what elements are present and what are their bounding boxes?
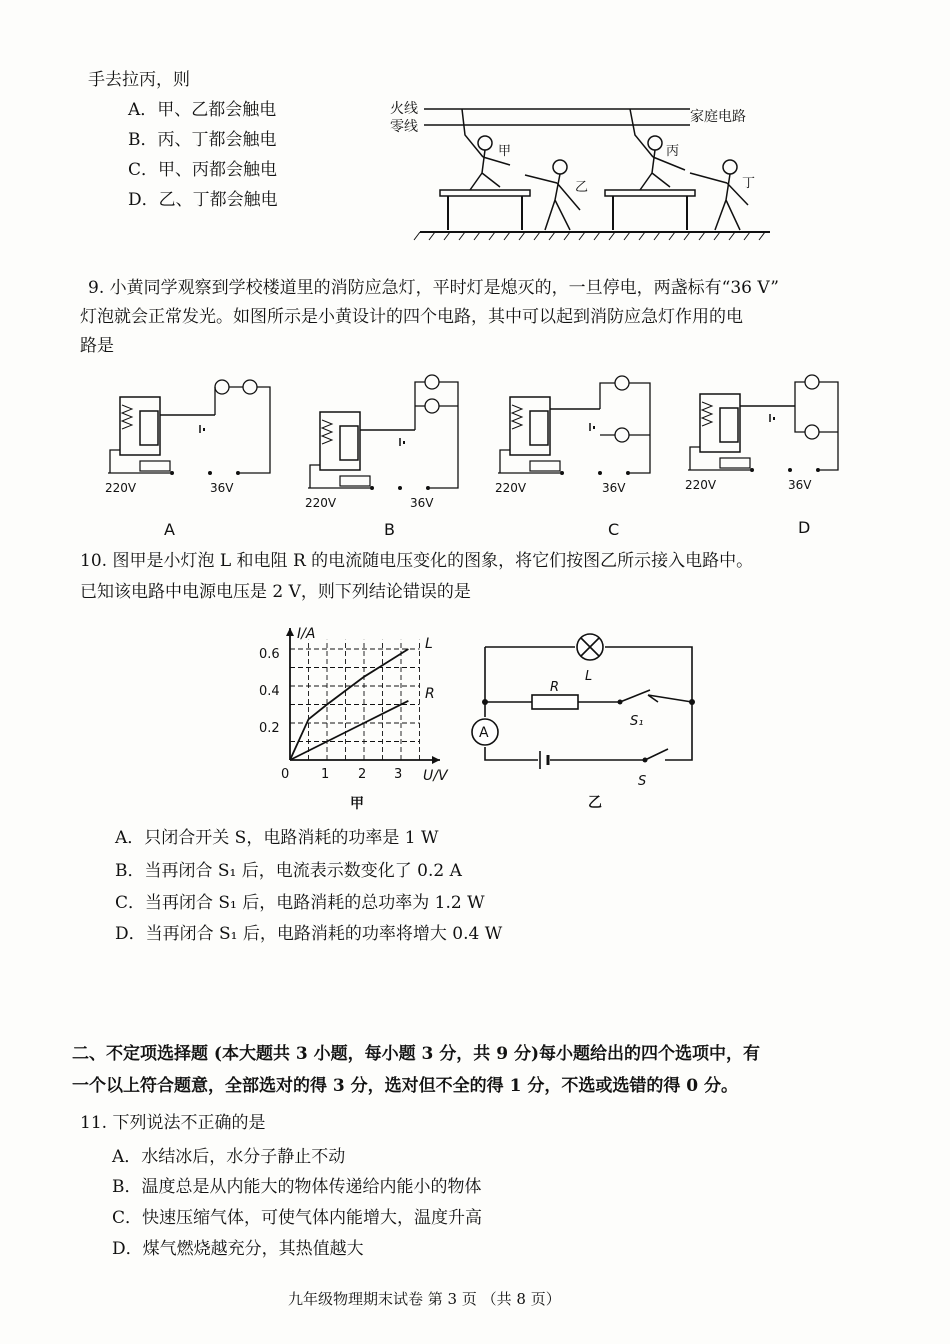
lamp-label: L (585, 669, 593, 684)
q10-option-c: C．当再闭合 S₁ 后，电路消耗的总功率为 1.2 W (115, 893, 485, 913)
q9-circuit-b (300, 370, 480, 510)
y-tick-06: 0.6 (259, 647, 280, 662)
ammeter-label: A (479, 725, 489, 741)
x-tick-2: 2 (358, 767, 367, 782)
q8-option-d: D．乙、丁都会触电 (128, 190, 278, 210)
person-ding-label: 丁 (742, 176, 756, 191)
person-bing-label: 丙 (666, 144, 680, 159)
page-footer: 九年级物理期末试卷 第 3 页 （共 8 页） (288, 1290, 561, 1308)
q8-option-c: C．甲、丙都会触电 (128, 160, 278, 180)
q10-line1: 10. 图甲是小灯泡 L 和电阻 R 的电流随电压变化的图象，将它们按图乙所示接入电路中。 (80, 551, 754, 571)
x-tick-3: 3 (394, 767, 403, 782)
q9d-v1: 220V (685, 478, 717, 492)
q9-line3: 路是 (80, 336, 114, 356)
q11-option-c: C．快速压缩气体，可使气体内能增大，温度升高 (112, 1208, 483, 1228)
q9-circuit-c (490, 375, 670, 495)
circuit-caption: 乙 (588, 795, 602, 811)
q10-iu-graph (255, 620, 455, 810)
resistor-icon (532, 695, 578, 709)
x-tick-1: 1 (321, 767, 330, 782)
q11-option-a: A．水结冰后，水分子静止不动 (112, 1147, 346, 1167)
q11-stem: 11. 下列说法不正确的是 (80, 1113, 266, 1133)
graph-ylabel: I/A (297, 626, 316, 642)
section2-line2: 一个以上符合题意，全部选对的得 3 分，选对但不全的得 1 分，不选或选错的得 0 分。 (72, 1076, 738, 1096)
neutral-wire-label: 零线 (390, 119, 418, 135)
q9-letter-d: D (798, 518, 811, 537)
q9a-v1: 220V (105, 481, 137, 495)
q9c-v1: 220V (495, 481, 527, 495)
person-jia-label: 甲 (498, 144, 512, 159)
household-circuit-label: 家庭电路 (690, 109, 746, 125)
curve-r-label: R (425, 686, 435, 702)
x-tick-0: 0 (281, 767, 290, 782)
resistor-label: R (550, 680, 560, 695)
q10-option-b: B．当再闭合 S₁ 后，电流表示数变化了 0.2 A (115, 861, 462, 881)
q10-line2: 已知该电路中电源电压是 2 V，则下列结论错误的是 (80, 582, 471, 602)
q9b-v2: 36V (410, 496, 434, 510)
q9-line1: 9. 小黄同学观察到学校楼道里的消防应急灯，平时灯是熄灭的，一旦停电，两盏标有“36 V” (88, 278, 779, 298)
q8-option-b: B．丙、丁都会触电 (128, 130, 277, 150)
q9-circuit-a (100, 375, 280, 495)
curve-l-label: L (425, 636, 433, 652)
graph-xlabel: U/V (423, 768, 448, 784)
y-tick-04: 0.4 (259, 684, 280, 699)
q10-option-a: A．只闭合开关 S，电路消耗的功率是 1 W (115, 828, 439, 848)
switch1-label: S₁ (630, 714, 644, 729)
q8-option-a: A．甲、乙都会触电 (128, 100, 277, 120)
q11-option-d: D．煤气燃烧越充分，其热值越大 (112, 1239, 364, 1259)
q9c-v2: 36V (602, 481, 626, 495)
switch-label: S (638, 774, 647, 789)
graph-caption: 甲 (350, 796, 364, 812)
q9-line2: 灯泡就会正常发光。如图所示是小黄设计的四个电路，其中可以起到消防应急灯作用的电 (80, 307, 743, 327)
q9a-v2: 36V (210, 481, 234, 495)
q9-circuit-d (680, 372, 860, 492)
q11-option-b: B．温度总是从内能大的物体传递给内能小的物体 (112, 1177, 482, 1197)
curve-r (290, 701, 408, 760)
q9d-v2: 36V (788, 478, 812, 492)
q9b-v1: 220V (305, 496, 337, 510)
q9-letter-c: C (608, 520, 620, 539)
q9-letter-b: B (384, 520, 395, 539)
q8-stem-tail: 手去拉丙，则 (88, 70, 190, 90)
section2-line1: 二、不定项选择题 (本大题共 3 小题，每小题 3 分，共 9 分)每小题给出的四个选项中，有 (72, 1044, 761, 1064)
person-yi-label: 乙 (575, 180, 589, 195)
q9-letter-a: A (164, 520, 175, 539)
live-wire-label: 火线 (390, 101, 418, 117)
q10-option-d: D．当再闭合 S₁ 后，电路消耗的功率将增大 0.4 W (115, 924, 503, 944)
q8-figure (390, 95, 770, 245)
q10-circuit (470, 625, 710, 811)
y-tick-02: 0.2 (259, 721, 280, 736)
